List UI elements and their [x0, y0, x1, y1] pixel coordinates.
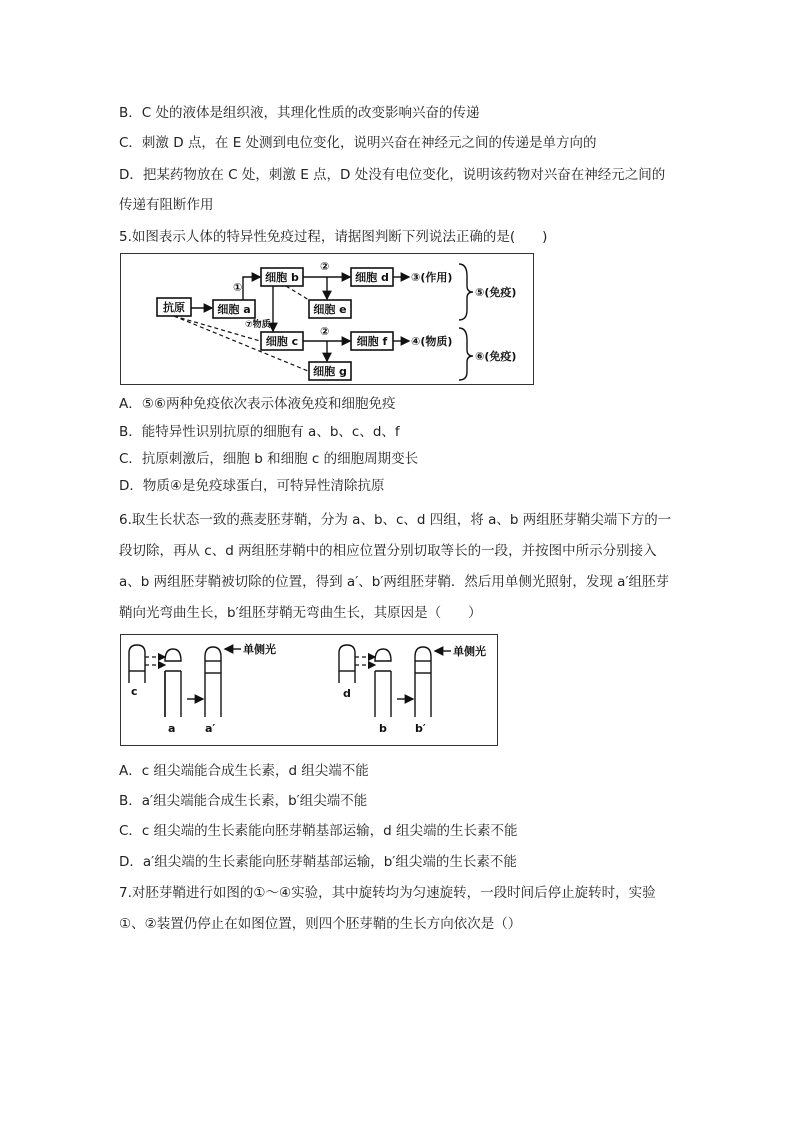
- q6-option-b: B．a′组尖端能合成生长素，b′组尖端不能: [119, 793, 368, 809]
- coleoptile-svg: [121, 635, 497, 745]
- q5-option-d: D．物质④是免疫球蛋白，可特异性清除抗原: [119, 478, 385, 494]
- coleoptile-b-prime: [415, 647, 431, 717]
- isolated-tip-right: [375, 649, 391, 661]
- unilateral-light-left: 单侧光: [243, 643, 276, 656]
- q7-stem-line1: 7.对胚芽鞘进行如图的①～④实验，其中旋转均为匀速旋转，一段时间后停止旋转时，实验: [119, 885, 656, 901]
- brace-top: [459, 264, 473, 320]
- label-d: d: [343, 687, 351, 700]
- coleoptile-c-tip: [129, 645, 145, 683]
- q6-option-c: C．c 组尖端的生长素能向胚芽鞘基部运输，d 组尖端的生长素不能: [119, 823, 518, 839]
- coleoptile-diagram: [120, 634, 498, 746]
- q5-option-b: B．能特异性识别抗原的细胞有 a、b、c、d、f: [119, 424, 400, 440]
- q6-option-d: D．a′组尖端的生长素能向胚芽鞘基部运输，b′组尖端的生长素不能: [119, 854, 517, 870]
- coleoptile-d-tip: [339, 645, 355, 683]
- output-5-label: ⑤(免疫): [475, 286, 517, 299]
- label-a-prime: a′: [205, 722, 216, 735]
- q5-option-a: A．⑤⑥两种免疫依次表示体液免疫和细胞免疫: [119, 396, 396, 412]
- q4-option-d-line2: 传递有阻断作用: [119, 197, 214, 213]
- output-6-label: ⑥(免疫): [475, 350, 517, 363]
- antigen-label: 抗原: [163, 301, 185, 314]
- q5-stem: 5.如图表示人体的特异性免疫过程，请据图判断下列说法正确的是( ): [119, 229, 548, 245]
- q4-option-d-line1: D．把某药物放在 C 处，刺激 E 点，D 处没有电位变化，说明该药物对兴奋在神经元之间的: [119, 167, 666, 183]
- cell-c-label: 细胞 c: [265, 335, 299, 348]
- cell-f-label: 细胞 f: [356, 335, 388, 348]
- isolated-tip-left: [165, 649, 181, 661]
- q6-option-a: A．c 组尖端能合成生长素，d 组尖端不能: [119, 763, 369, 779]
- coleoptile-a-prime: [205, 647, 221, 717]
- arrow-a-to-b: [243, 277, 260, 300]
- cell-g-label: 细胞 g: [313, 365, 347, 378]
- dashed-b-to-e: [286, 286, 309, 300]
- q4-option-c: C．刺激 D 点，在 E 处测到电位变化，说明兴奋在神经元之间的传递是单方向的: [119, 135, 597, 151]
- immune-diagram-svg: [121, 254, 533, 384]
- output-4-label: ④(物质): [411, 335, 453, 348]
- unilateral-light-right: 单侧光: [453, 645, 486, 658]
- label-b-prime: b′: [415, 722, 426, 735]
- q6-stem-line3: a、b 两组胚芽鞘被切除的位置，得到 a′、b′两组胚芽鞘．然后用单侧光照射，发现 a′组胚芽: [119, 574, 670, 590]
- cell-d-label: 细胞 d: [355, 271, 389, 284]
- step-2-bottom-label: ②: [320, 325, 330, 338]
- brace-bottom: [459, 328, 473, 380]
- q7-stem-line2: ①、②装置仍停止在如图位置，则四个胚芽鞘的生长方向依次是（）: [119, 916, 522, 932]
- coleoptile-b-stump: [375, 671, 391, 717]
- q4-option-b: B．C 处的液体是组织液，其理化性质的改变影响兴奋的传递: [119, 105, 480, 121]
- label-a: a: [168, 722, 176, 735]
- substance-7-label: ⑦物质: [245, 320, 271, 330]
- q6-stem-line4: 鞘向光弯曲生长，b′组胚芽鞘无弯曲生长，其原因是（ ）: [119, 605, 482, 621]
- cell-b-label: 细胞 b: [265, 271, 299, 284]
- step-2-top-label: ②: [320, 260, 330, 273]
- cell-a-label: 细胞 a: [217, 303, 251, 316]
- q5-option-c: C．抗原刺激后，细胞 b 和细胞 c 的细胞周期变长: [119, 451, 419, 467]
- output-3-label: ③(作用): [411, 271, 453, 284]
- step-1-label: ①: [233, 281, 243, 294]
- q6-stem-line1: 6.取生长状态一致的燕麦胚芽鞘，分为 a、b、c、d 四组，将 a、b 两组胚芽鞘尖端下方的一: [119, 512, 672, 528]
- immune-process-diagram: [120, 253, 534, 385]
- coleoptile-a-stump: [165, 671, 181, 717]
- cell-e-label: 细胞 e: [313, 303, 347, 316]
- label-c: c: [131, 685, 138, 698]
- q6-stem-line2: 段切除，再从 c、d 两组胚芽鞘中的相应位置分别切取等长的一段，并按图中所示分别接入: [119, 543, 657, 559]
- label-b: b: [379, 722, 387, 735]
